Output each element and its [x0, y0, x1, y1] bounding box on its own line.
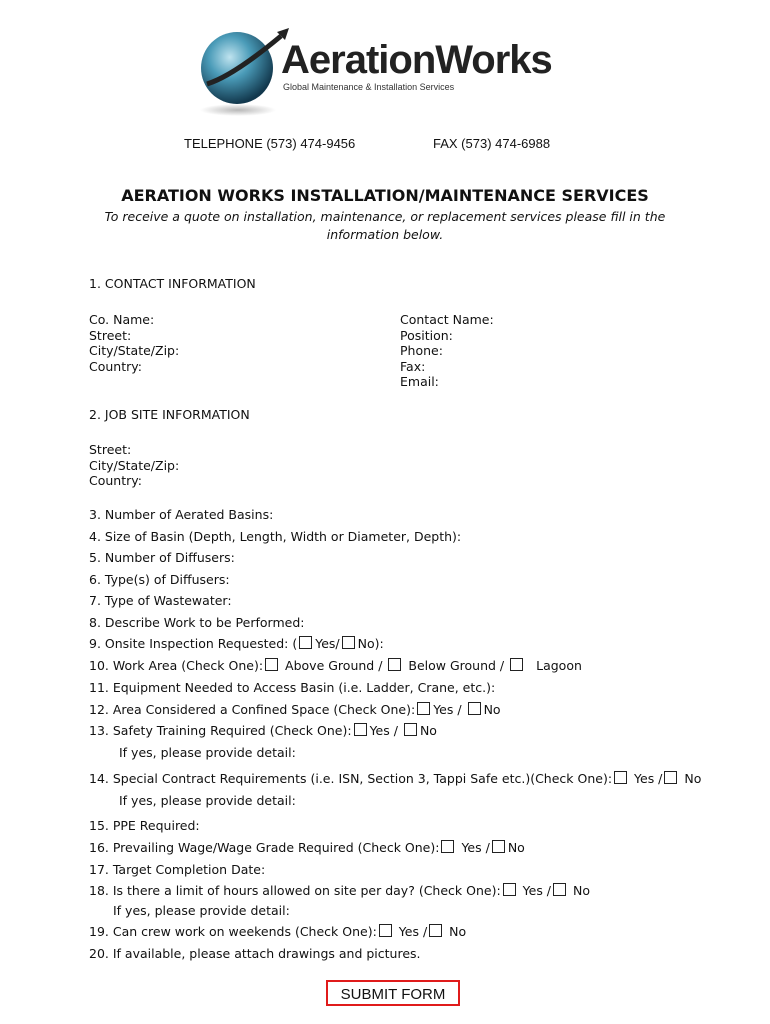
- jobsite-country-label: Country:: [89, 473, 142, 488]
- fax-text: FAX (573) 474-6988: [433, 136, 551, 151]
- question-18-label: 18. Is there a limit of hours allowed on site per day? (Check One):: [89, 883, 501, 898]
- globe-logo-icon: [193, 24, 293, 124]
- street-label: Street:: [89, 327, 132, 343]
- jobsite-street-label: Street:: [89, 442, 132, 457]
- q14-no-checkbox[interactable]: [664, 771, 677, 784]
- q13-yes-label: Yes /: [369, 723, 398, 738]
- section-contact-heading: 1. CONTACT INFORMATION: [89, 276, 256, 291]
- q10-lagoon-checkbox[interactable]: [510, 658, 523, 671]
- q13-no-label: No: [419, 723, 437, 738]
- question-16-label: 16. Prevailing Wage/Wage Grade Required (Check One):: [89, 840, 440, 855]
- q12-yes-checkbox[interactable]: [417, 702, 430, 715]
- q14-no-label: No: [684, 771, 702, 786]
- page-title: AERATION WORKS INSTALLATION/MAINTENANCE SERVICES: [121, 186, 649, 205]
- question-19: [89, 924, 466, 939]
- question-9: [89, 636, 384, 651]
- question-19-label: 19. Can crew work on weekends (Check One):: [89, 924, 377, 939]
- jobsite-city-state-zip-label: City/State/Zip:: [89, 457, 180, 473]
- q19-yes-label: Yes /: [398, 924, 428, 939]
- q10-below-ground-checkbox[interactable]: [388, 658, 401, 671]
- position-label: Position:: [400, 327, 453, 343]
- q14-yes-checkbox[interactable]: [614, 771, 627, 784]
- question-18: [89, 883, 590, 898]
- q19-yes-checkbox[interactable]: [379, 924, 392, 937]
- question-12-label: 12. Area Considered a Confined Space (Check One):: [89, 702, 416, 717]
- q10-above-ground-checkbox[interactable]: [265, 658, 278, 671]
- q16-yes-checkbox[interactable]: [441, 840, 454, 853]
- contact-left-fields: [89, 312, 179, 374]
- q10-below-ground-label: Below Ground /: [408, 658, 505, 673]
- q12-no-label: No: [483, 702, 501, 717]
- q9-no-label: No):: [357, 636, 384, 651]
- question-12: [89, 702, 501, 717]
- q13-no-checkbox[interactable]: [404, 723, 417, 736]
- q12-yes-label: Yes /: [433, 702, 462, 717]
- q16-no-label: No: [507, 840, 525, 855]
- q16-yes-label: Yes /: [461, 840, 490, 855]
- q18-yes-checkbox[interactable]: [503, 883, 516, 896]
- section-jobsite-heading: 2. JOB SITE INFORMATION: [89, 407, 250, 422]
- question-10-label: 10. Work Area (Check One):: [89, 658, 264, 673]
- question-13-label: 13. Safety Training Required (Check One):: [89, 723, 352, 738]
- question-15: 15. PPE Required:: [89, 818, 200, 833]
- q18-no-checkbox[interactable]: [553, 883, 566, 896]
- q9-yes-checkbox[interactable]: [299, 636, 312, 649]
- telephone-text: TELEPHONE (573) 474-9456: [184, 136, 356, 151]
- question-9-label: 9. Onsite Inspection Requested: (: [89, 636, 298, 651]
- q18-no-label: No: [573, 883, 591, 898]
- submit-form-button[interactable]: SUBMIT FORM: [326, 980, 460, 1006]
- q14-yes-label: Yes /: [634, 771, 663, 786]
- question-16: [89, 840, 525, 855]
- city-state-zip-label: City/State/Zip:: [89, 343, 180, 358]
- question-6: 6. Type(s) of Diffusers:: [89, 572, 230, 587]
- q19-no-checkbox[interactable]: [429, 924, 442, 937]
- question-10: [89, 658, 582, 673]
- fax-label: Fax:: [400, 358, 426, 374]
- contact-name-label: Contact Name:: [400, 312, 494, 327]
- question-3: 3. Number of Aerated Basins:: [89, 507, 274, 522]
- q18-detail-label: If yes, please provide detail:: [113, 903, 290, 918]
- q13-yes-checkbox[interactable]: [354, 723, 367, 736]
- phone-label: Phone:: [400, 343, 443, 358]
- intro-text: To receive a quote on installation, maintenance, or replacement services please fill in the information below.: [104, 209, 666, 242]
- q19-no-label: No: [449, 924, 467, 939]
- q9-no-checkbox[interactable]: [342, 636, 355, 649]
- question-8: 8. Describe Work to be Performed:: [89, 615, 305, 630]
- brand-subtitle: Global Maintenance & Installation Services: [283, 82, 455, 92]
- q10-above-ground-label: Above Ground /: [285, 658, 383, 673]
- question-17: 17. Target Completion Date:: [89, 862, 266, 877]
- question-20: 20. If available, please attach drawings and pictures.: [89, 946, 421, 961]
- brand-name: AerationWorks: [281, 38, 552, 82]
- question-11: 11. Equipment Needed to Access Basin (i.e. Ladder, Crane, etc.):: [89, 680, 496, 695]
- q12-no-checkbox[interactable]: [468, 702, 481, 715]
- email-label: Email:: [400, 374, 439, 389]
- question-5: 5. Number of Diffusers:: [89, 550, 235, 565]
- contact-right-fields: [400, 312, 494, 390]
- question-13: [89, 723, 437, 738]
- question-4: 4. Size of Basin (Depth, Length, Width or Diameter, Depth):: [89, 529, 462, 544]
- co-name-label: Co. Name:: [89, 312, 155, 327]
- q14-detail-label: If yes, please provide detail:: [119, 793, 296, 808]
- q18-yes-label: Yes /: [522, 883, 552, 898]
- company-logo: [193, 24, 573, 124]
- q10-lagoon-label: Lagoon: [536, 658, 582, 673]
- question-14: [89, 771, 701, 786]
- country-label: Country:: [89, 358, 142, 374]
- q16-no-checkbox[interactable]: [492, 840, 505, 853]
- question-7: 7. Type of Wastewater:: [89, 593, 232, 608]
- jobsite-fields: [89, 442, 179, 489]
- question-14-label: 14. Special Contract Requirements (i.e. ISN, Section 3, Tappi Safe etc.)(Check One):: [89, 771, 613, 786]
- q9-yes-label: Yes/: [315, 636, 340, 651]
- q13-detail-label: If yes, please provide detail:: [119, 745, 296, 760]
